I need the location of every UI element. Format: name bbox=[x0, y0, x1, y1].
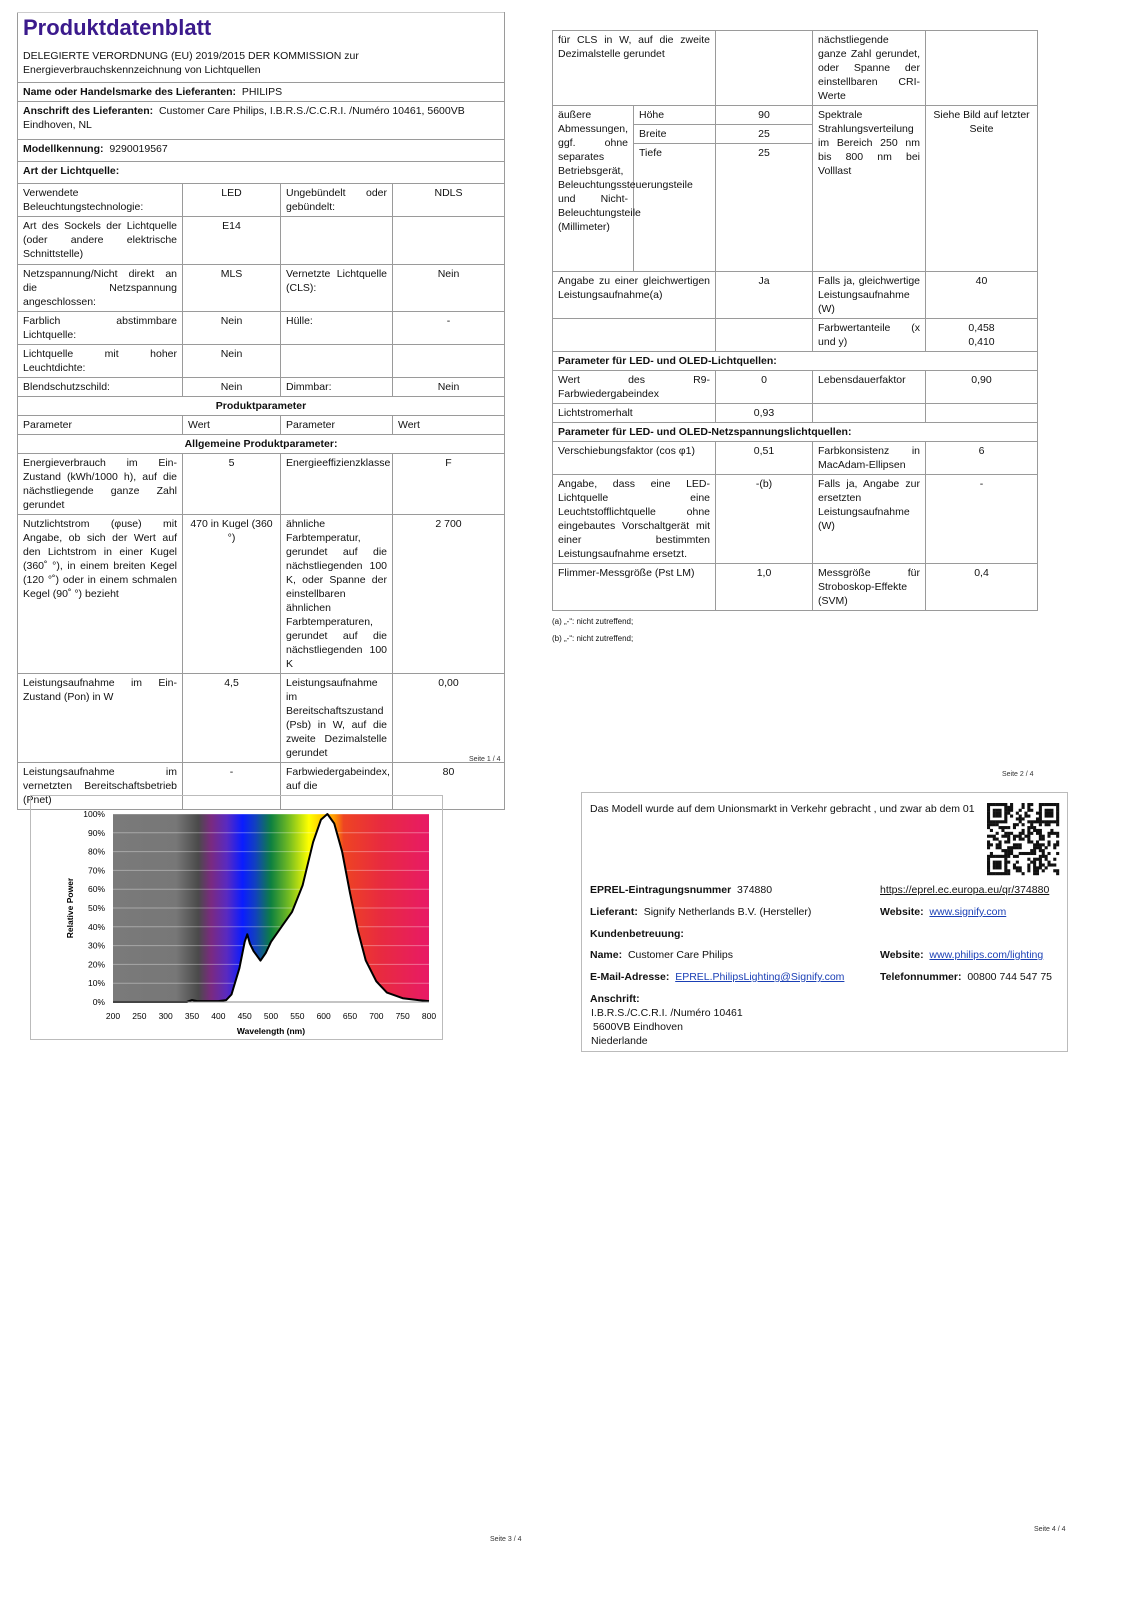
table-cell: Lebensdauerfaktor bbox=[813, 371, 926, 404]
dimension-name: Tiefe bbox=[634, 144, 716, 272]
page-1 bbox=[17, 12, 504, 810]
table-cell: 4,5 bbox=[183, 674, 281, 763]
table-cell: 80 bbox=[393, 763, 505, 810]
table-cell: - bbox=[393, 312, 505, 345]
philips-website-link[interactable]: www.philips.com/lighting bbox=[929, 949, 1044, 961]
section-heading bbox=[553, 423, 1038, 442]
y-tick-label: 20% bbox=[87, 959, 105, 970]
table-cell: Farbwertanteile (x und y) bbox=[813, 319, 926, 352]
table-row bbox=[18, 378, 505, 397]
eprel-link[interactable]: https://eprel.ec.europa.eu/qr/374880 bbox=[880, 884, 1050, 896]
dimension-value: 25 bbox=[716, 144, 813, 272]
table-cell bbox=[926, 404, 1038, 423]
x-tick-label: 200 bbox=[105, 1011, 121, 1021]
dimensions-row bbox=[553, 106, 1038, 125]
dimensions-label: äußere Abmessungen, ggf. ohne separates Betriebsgerät, Beleuchtungssteuerungsteile und Nicht-Beleuchtungsteile (Millimeter) bbox=[553, 106, 634, 272]
product-sheet-table-2 bbox=[552, 30, 1038, 611]
signify-website-link[interactable]: www.signify.com bbox=[929, 906, 1007, 918]
dimension-value: 90 bbox=[716, 106, 813, 125]
table-row bbox=[18, 312, 505, 345]
section-heading bbox=[553, 352, 1038, 371]
table-cell: Wert des R9-Farbwiedergabeindex bbox=[553, 371, 716, 404]
y-axis-label: Relative Power bbox=[65, 877, 75, 939]
table-cell: Falls ja, Angabe zur ersetzten Leistungsaufnahme (W) bbox=[813, 475, 926, 564]
page-4-box bbox=[581, 792, 1068, 1052]
table-cell: Lichtquelle mit hoher Leuchtdichte: bbox=[18, 345, 183, 378]
eprel-number: 374880 bbox=[737, 884, 773, 896]
column-header: Wert bbox=[183, 416, 281, 435]
x-tick-label: 550 bbox=[290, 1011, 305, 1021]
website-label-2: Website: bbox=[880, 949, 924, 961]
model-label: Modellkennung: bbox=[23, 143, 104, 155]
table-cell: E14 bbox=[183, 217, 281, 265]
section-heading bbox=[18, 435, 505, 454]
y-tick-label: 60% bbox=[87, 884, 105, 895]
x-tick-label: 450 bbox=[237, 1011, 252, 1021]
table-cell: LED bbox=[183, 184, 281, 217]
section-heading bbox=[18, 397, 505, 416]
table-cell: Vernetzte Lichtquelle (CLS): bbox=[281, 265, 393, 312]
product-parameters-heading: Produktparameter bbox=[18, 397, 505, 416]
table-row bbox=[18, 674, 505, 763]
y-tick-label: 40% bbox=[87, 921, 105, 932]
address-label: Anschrift: bbox=[590, 993, 640, 1005]
email-link[interactable]: EPREL.PhilipsLighting@Signify.com bbox=[675, 971, 845, 983]
table-cell: Nein bbox=[183, 312, 281, 345]
email-label: E-Mail-Adresse: bbox=[590, 971, 670, 983]
mains-parameters-heading: Parameter für LED- und OLED-Netzspannungslichtquellen: bbox=[553, 423, 1038, 442]
x-axis-label: Wavelength (nm) bbox=[236, 1026, 306, 1036]
table-row bbox=[553, 319, 1038, 352]
address-line: Niederlande bbox=[591, 1035, 648, 1047]
column-header: Wert bbox=[393, 416, 505, 435]
x-tick-label: 750 bbox=[395, 1011, 410, 1021]
table-cell: 2 700 bbox=[393, 515, 505, 674]
phone-label: Telefonnummer: bbox=[880, 971, 962, 983]
supplier-name-label: Name oder Handelsmarke des Lieferanten: bbox=[23, 86, 236, 98]
y-tick-label: 0% bbox=[92, 997, 105, 1007]
table-cell bbox=[926, 31, 1038, 106]
table-row bbox=[18, 515, 505, 674]
table-cell: 0,90 bbox=[926, 371, 1038, 404]
supplier-address-label: Anschrift des Lieferanten: bbox=[23, 105, 154, 117]
name-value: Customer Care Philips bbox=[627, 949, 733, 961]
column-header: Parameter bbox=[281, 416, 393, 435]
spectrum-chart-frame bbox=[30, 795, 443, 1040]
table-cell: Nein bbox=[393, 265, 505, 312]
footnote: (b) „-“: nicht zutreffend; bbox=[552, 634, 634, 643]
page-number-2: Seite 2 / 4 bbox=[1002, 771, 1034, 778]
table-cell: nächstliegende ganze Zahl gerundet, oder Spanne der einstellbaren CRI-Werte bbox=[813, 31, 926, 106]
table-cell: Farbwiedergabeindex, auf die bbox=[281, 763, 393, 810]
table-cell: 0 bbox=[716, 371, 813, 404]
table-cell bbox=[716, 31, 813, 106]
table-cell: MLS bbox=[183, 265, 281, 312]
supplier-name: PHILIPS bbox=[241, 86, 283, 98]
regulation-subtitle: DELEGIERTE VERORDNUNG (EU) 2019/2015 DER KOMMISSION zur Energieverbrauchskennzeichnung von Lichtquellen bbox=[23, 50, 359, 76]
table-cell: -(b) bbox=[716, 475, 813, 564]
column-header: Parameter bbox=[18, 416, 183, 435]
table-cell: Verschiebungsfaktor (cos φ1) bbox=[553, 442, 716, 475]
spectral-value: Siehe Bild auf letzter Seite bbox=[926, 106, 1038, 272]
table-cell: 6 bbox=[926, 442, 1038, 475]
page-number-1: Seite 1 / 4 bbox=[469, 756, 501, 763]
x-tick-label: 350 bbox=[184, 1011, 200, 1021]
table-cell: Farbkonsistenz in MacAdam-Ellipsen bbox=[813, 442, 926, 475]
table-cell: Verwendete Beleuchtungstechnologie: bbox=[18, 184, 183, 217]
table-cell: Leistungsaufnahme im Ein-Zustand (Pon) in W bbox=[18, 674, 183, 763]
table-cell bbox=[393, 345, 505, 378]
x-tick-label: 400 bbox=[211, 1011, 226, 1021]
table-cell: Angabe zu einer gleichwertigen Leistungsaufnahme(a) bbox=[553, 272, 716, 319]
product-sheet-table-1 bbox=[17, 12, 505, 810]
table-row bbox=[18, 265, 505, 312]
table-cell: - bbox=[926, 475, 1038, 564]
table-cell: ähnliche Farbtemperatur, gerundet auf die nächstliegenden 100 K, oder Spanne der einstellbaren ähnlichen Farbtemperaturen, gerundet auf die nächstliegenden 100 K bbox=[281, 515, 393, 674]
y-tick-label: 70% bbox=[87, 865, 105, 876]
footnote: (a) „-“: nicht zutreffend; bbox=[552, 617, 634, 626]
supplier-label: Lieferant: bbox=[590, 906, 638, 918]
table-cell: Farblich abstimmbare Lichtquelle: bbox=[18, 312, 183, 345]
y-tick-label: 80% bbox=[87, 846, 105, 857]
table-cell bbox=[281, 217, 393, 265]
y-tick-label: 50% bbox=[87, 903, 105, 913]
y-tick-label: 30% bbox=[87, 940, 105, 951]
table-cell: Energieeffizienzklasse bbox=[281, 454, 393, 515]
table-cell: Netzspannung/Nicht direkt an die Netzspannung angeschlossen: bbox=[18, 265, 183, 312]
table-cell: F bbox=[393, 454, 505, 515]
table-row bbox=[553, 475, 1038, 564]
website-label: Website: bbox=[880, 906, 924, 918]
y-tick-label: 10% bbox=[87, 978, 105, 989]
table-cell: Lichtstromerhalt bbox=[553, 404, 716, 423]
table-cell: Leistungsaufnahme im Bereitschaftszustand (Psb) in W, auf die zweite Dezimalstelle gerundet bbox=[281, 674, 393, 763]
x-tick-label: 800 bbox=[421, 1011, 437, 1021]
table-cell: 470 in Kugel (360 °) bbox=[183, 515, 281, 674]
table-cell: Hülle: bbox=[281, 312, 393, 345]
table-cell: Ja bbox=[716, 272, 813, 319]
supplier-value: Signify Netherlands B.V. (Hersteller) bbox=[643, 906, 812, 918]
table-row bbox=[553, 442, 1038, 475]
table-row bbox=[553, 31, 1038, 106]
column-header-row bbox=[18, 416, 505, 435]
table-row bbox=[553, 371, 1038, 404]
table-cell: Nutzlichtstrom (φuse) mit Angabe, ob sich der Wert auf den Lichtstrom in einer Kugel (360˚ °), in einem breiten Kegel (120 °˚) oder in einem schmalen Kegel (90˚ °) bezieht bbox=[18, 515, 183, 674]
x-tick-label: 250 bbox=[132, 1011, 147, 1021]
table-cell bbox=[393, 217, 505, 265]
phone-value: 00800 744 547 75 bbox=[967, 971, 1052, 983]
model-id: 9290019567 bbox=[109, 143, 168, 155]
page-title: Produktdatenblatt bbox=[23, 15, 212, 40]
table-cell: Ungebündelt oder gebündelt: bbox=[281, 184, 393, 217]
dimension-value: 25 bbox=[716, 125, 813, 144]
page-2 bbox=[552, 30, 1037, 647]
spectral-label: Spektrale Strahlungsverteilung im Bereich 250 nm bis 800 nm bei Volllast bbox=[813, 106, 926, 272]
table-cell: NDLS bbox=[393, 184, 505, 217]
table-cell: für CLS in W, auf die zweite Dezimalstelle gerundet bbox=[553, 31, 716, 106]
table-cell: Flimmer-Messgröße (Pst LM) bbox=[553, 564, 716, 611]
dimension-name: Breite bbox=[634, 125, 716, 144]
x-tick-label: 650 bbox=[342, 1011, 358, 1021]
eprel-label: EPREL-Eintragungsnummer bbox=[590, 884, 732, 896]
table-cell: Nein bbox=[393, 378, 505, 397]
y-tick-label: 100% bbox=[83, 809, 105, 819]
address-line: 5600VB Eindhoven bbox=[593, 1021, 683, 1033]
table-cell: Energieverbrauch im Ein-Zustand (kWh/1000 h), auf die nächstliegende ganze Zahl gerundet bbox=[18, 454, 183, 515]
x-tick-label: 300 bbox=[158, 1011, 173, 1021]
qr-code-icon[interactable] bbox=[987, 803, 1059, 875]
table-cell: 5 bbox=[183, 454, 281, 515]
table-cell: 0,4 bbox=[926, 564, 1038, 611]
led-parameters-heading: Parameter für LED- und OLED-Lichtquellen: bbox=[553, 352, 1038, 371]
table-cell bbox=[281, 345, 393, 378]
table-cell: 0,458 0,410 bbox=[926, 319, 1038, 352]
dimension-name: Höhe bbox=[634, 106, 716, 125]
table-row bbox=[18, 217, 505, 265]
table-row bbox=[553, 564, 1038, 611]
general-parameters-heading: Allgemeine Produktparameter: bbox=[18, 435, 505, 454]
table-row bbox=[18, 454, 505, 515]
table-cell: Angabe, dass eine LED-Lichtquelle eine Leuchtstofflichtquelle ohne eingebautes Vorschaltgerät mit einer bestimmten Leistungsaufnahme ersetzt. bbox=[553, 475, 716, 564]
name-label: Name: bbox=[590, 949, 623, 961]
table-cell: Dimmbar: bbox=[281, 378, 393, 397]
page-number-3: Seite 3 / 4 bbox=[490, 1536, 522, 1543]
table-cell: 0,00 bbox=[393, 674, 505, 763]
table-cell: 1,0 bbox=[716, 564, 813, 611]
supplier-address: Customer Care Philips, I.B.R.S./C.C.R.I. /Numéro 10461, 5600VB Eindhoven, NL bbox=[23, 105, 465, 131]
x-tick-label: 500 bbox=[263, 1011, 279, 1021]
market-date-text: Das Modell wurde auf dem Unionsmarkt in Verkehr gebracht , und zwar ab dem 01 bbox=[590, 803, 975, 815]
table-cell: Nein bbox=[183, 345, 281, 378]
table-row bbox=[553, 404, 1038, 423]
table-cell: Leistungsaufnahme im vernetzten Bereitschaftsbetrieb (Pnet) bbox=[18, 763, 183, 810]
light-source-type-heading: Art der Lichtquelle: bbox=[23, 165, 120, 177]
y-tick-label: 90% bbox=[87, 827, 105, 838]
table-cell: Messgröße für Stroboskop-Effekte (SVM) bbox=[813, 564, 926, 611]
customer-care-label: Kundenbetreuung: bbox=[590, 928, 684, 940]
table-cell: - bbox=[183, 763, 281, 810]
table-cell: 0,93 bbox=[716, 404, 813, 423]
table-cell bbox=[813, 404, 926, 423]
address-line: I.B.R.S./C.C.R.I. /Numéro 10461 bbox=[591, 1007, 743, 1019]
spectrum-chart bbox=[31, 796, 442, 1039]
table-cell: 0,51 bbox=[716, 442, 813, 475]
table-cell: Nein bbox=[183, 378, 281, 397]
table-cell: 40 bbox=[926, 272, 1038, 319]
page-number-4: Seite 4 / 4 bbox=[1034, 1526, 1066, 1533]
table-cell: Blendschutzschild: bbox=[18, 378, 183, 397]
x-tick-label: 700 bbox=[369, 1011, 384, 1021]
x-tick-label: 600 bbox=[316, 1011, 331, 1021]
table-row bbox=[553, 272, 1038, 319]
table-cell: Art des Sockels der Lichtquelle (oder andere elektrische Schnittstelle) bbox=[18, 217, 183, 265]
table-cell bbox=[716, 319, 813, 352]
table-cell bbox=[553, 319, 716, 352]
table-row bbox=[18, 184, 505, 217]
table-cell: Falls ja, gleichwertige Leistungsaufnahme (W) bbox=[813, 272, 926, 319]
table-row bbox=[18, 345, 505, 378]
